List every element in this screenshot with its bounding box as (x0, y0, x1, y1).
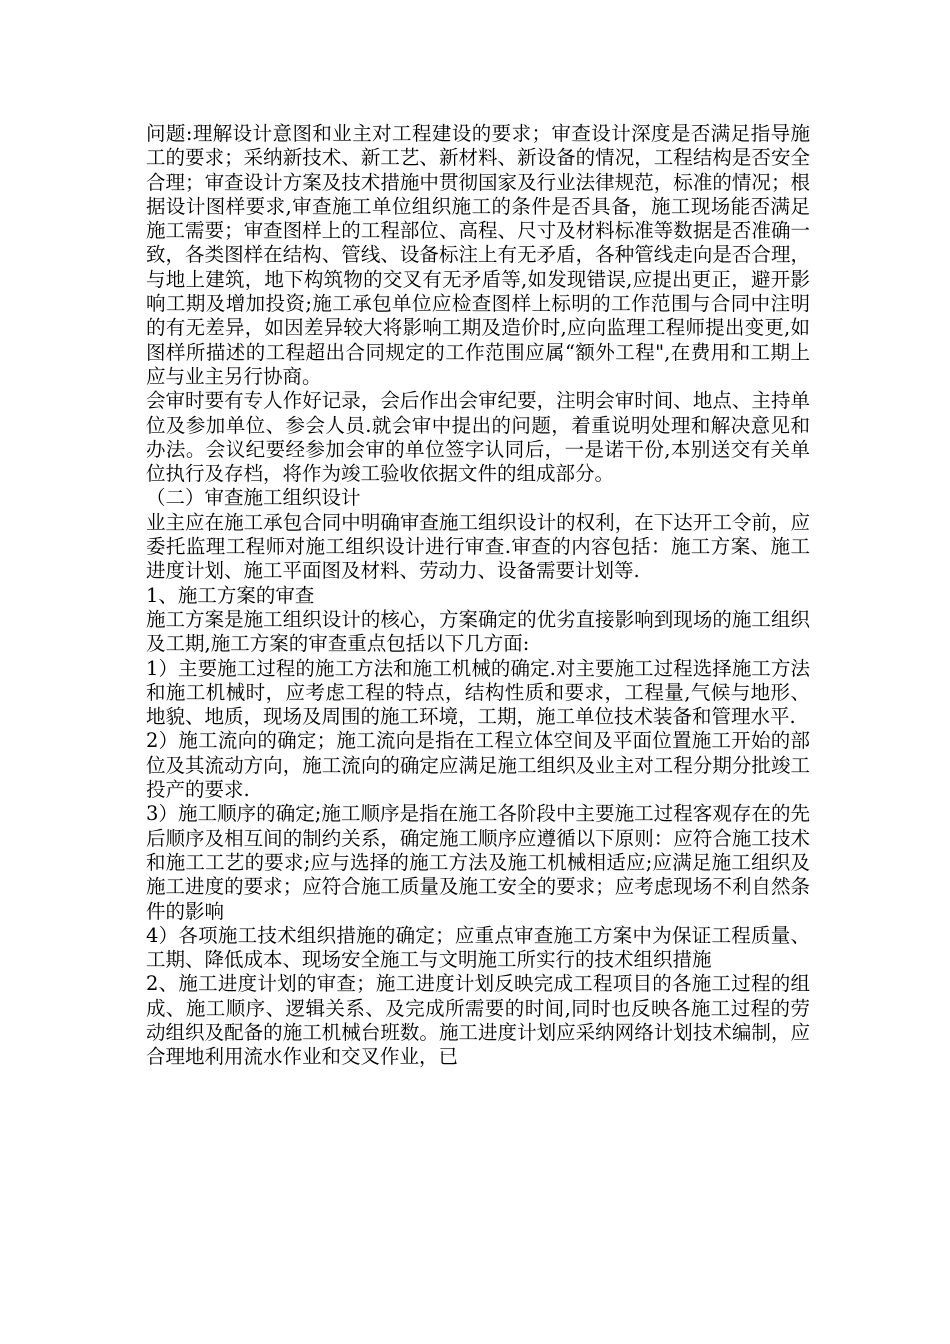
paragraph-review-minutes: 会审时要有专人作好记录，会后作出会审纪要，注明会审时间、地点、主持单位及参加单位、参会人员.就会审中提出的问题，着重说明处理和解决意见和办法。会议纪要经参加会审的单位签字认同后，一是诺干份,本别送交有关单位执行及存档，将作为竣工验收依据文件的组成部分。 (146, 389, 810, 486)
subheading-construction-plan-review: 1、施工方案的审查 (146, 583, 315, 607)
list-item-4-technical-measures: 4）各项施工技术组织措施的确定；应重点审查施工方案中为保证工程质量、工期、降低成本、现场安全施工与文明施工所实行的技术组织措施 (146, 923, 810, 972)
paragraph-owner-rights: 业主应在施工承包合同中明确审查施工组织设计的权利，在下达开工令前，应委托监理工程师对施工组织设计进行审查.审查的内容包括：施工方案、施工进度计划、施工平面图及材料、劳动力、设备需要计划等. (146, 510, 810, 583)
paragraph-schedule-review: 2、施工进度计划的审查；施工进度计划反映完成工程项目的各施工过程的组成、施工顺序、逻辑关系、及完成所需要的时间,同时也反映各施工过程的劳动组织及配备的施工机械台班数。施工进度计划应采纳网络计划技术编制，应合理地利用流水作业和交叉作业，已 (146, 972, 810, 1069)
list-item-3-sequence: 3）施工顺序的确定;施工顺序是指在施工各阶段中主要施工过程客观存在的先后顺序及相互间的制约关系，确定施工顺序应遵循以下原则：应符合施工技术和施工工艺的要求;应与选择的施工方法及施工机械相适应;应满足施工组织及施工进度的要求；应符合施工质量及施工安全的要求；应考虑现场不利自然条件的影响 (146, 802, 810, 923)
section-heading-construction-design-review: （二）审查施工组织设计 (146, 486, 361, 510)
paragraph-plan-core: 施工方案是施工组织设计的核心，方案确定的优劣直接影响到现场的施工组织及工期,施工方案的审查重点包括以下几方面: (146, 607, 810, 656)
paragraph-drawing-review-issues: 问题:理解设计意图和业主对工程建设的要求；审查设计深度是否满足指导施工的要求；采纳新技术、新工艺、新材料、新设备的情况，工程结构是否安全合理；审查设计方案及技术措施中贯彻国家及行业法律规范，标准的情况；根据设计图样要求,审查施工单位组织施工的条件是否具备，施工现场能否满足施工需要；审查图样上的工程部位、高程、尺寸及材料标准等数据是否准确一致，各类图样在结构、管线、设备标注上有无矛盾，各种管线走向是否合理，与地上建筑，地下构筑物的交叉有无矛盾等,如发现错误,应提出更正，避开影响工期及增加投资;施工承包单位应检查图样上标明的工作范围与合同中注明的有无差异，如因差异较大将影响工期及造价时,应向监理工程师提出变更,如图样所描述的工程超出合同规定的工作范围应属“额外工程",在费用和工期上应与业主另行协商。 (146, 122, 810, 388)
list-item-2-flow-direction: 2）施工流向的确定；施工流向是指在工程立体空间及平面位置施工开始的部位及其流动方向，施工流向的确定应满足施工组织及业主对工程分期分批竣工投产的要求. (146, 729, 810, 802)
document-body (146, 122, 810, 1070)
list-item-1-methods-machinery: 1）主要施工过程的施工方法和施工机械的确定.对主要施工过程选择施工方法和施工机械时，应考虑工程的特点，结构性质和要求，工程量,气候与地形、地貌、地质，现场及周围的施工环境，工期，施工单位技术装备和管理水平. (146, 656, 810, 729)
